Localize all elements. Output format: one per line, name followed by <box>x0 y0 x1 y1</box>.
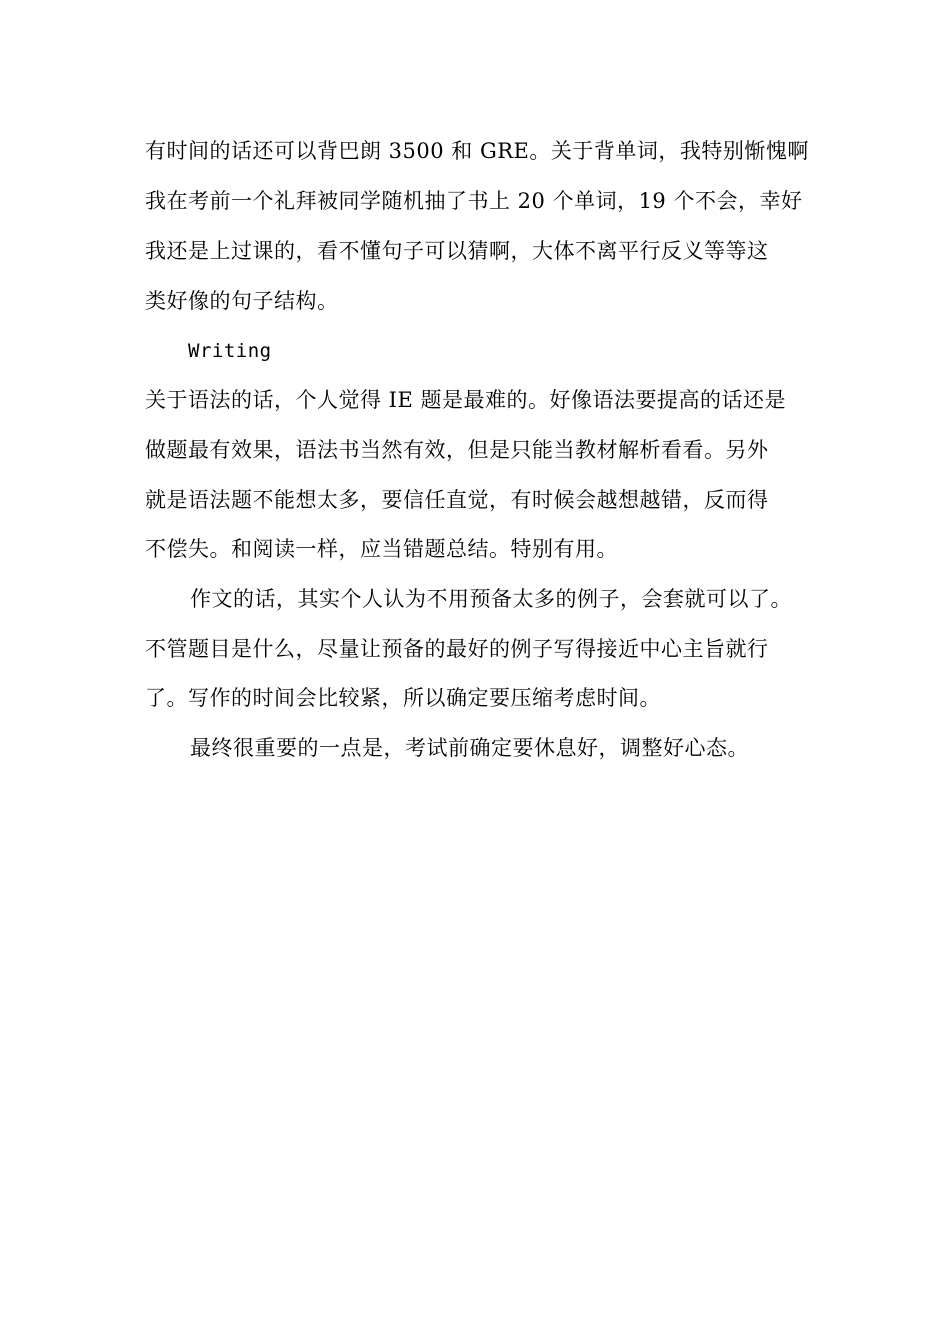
paragraph-2-line-2: 做题最有效果，语法书当然有效，但是只能当教材解析看看。另外 <box>145 438 769 462</box>
section-heading-writing: Writing <box>188 340 272 362</box>
paragraph-3-line-1: 作文的话，其实个人认为不用预备太多的例子，会套就可以了。 <box>190 587 792 611</box>
paragraph-1-line-2: 我在考前一个礼拜被同学随机抽了书上 20 个单词，19 个不会，幸好 <box>145 189 803 213</box>
paragraph-1-line-1: 有时间的话还可以背巴朗 3500 和 GRE。关于背单词，我特别惭愧啊 <box>145 139 809 163</box>
paragraph-1-line-3: 我还是上过课的，看不懂句子可以猜啊，大体不离平行反义等等这 <box>145 239 769 263</box>
paragraph-2-line-1: 关于语法的话，个人觉得 IE 题是最难的。好像语法要提高的话还是 <box>145 388 786 412</box>
paragraph-2-line-3: 就是语法题不能想太多，要信任直觉，有时候会越想越错，反而得 <box>145 488 769 512</box>
paragraph-3-line-3: 了。写作的时间会比较紧，所以确定要压缩考虑时间。 <box>145 686 661 710</box>
paragraph-4-line-1: 最终很重要的一点是，考试前确定要休息好，调整好心态。 <box>190 736 749 760</box>
paragraph-1-line-4: 类好像的句子结构。 <box>145 289 339 313</box>
paragraph-3-line-2: 不管题目是什么，尽量让预备的最好的例子写得接近中心主旨就行 <box>145 637 769 661</box>
paragraph-2-line-4: 不偿失。和阅读一样，应当错题总结。特别有用。 <box>145 537 618 561</box>
